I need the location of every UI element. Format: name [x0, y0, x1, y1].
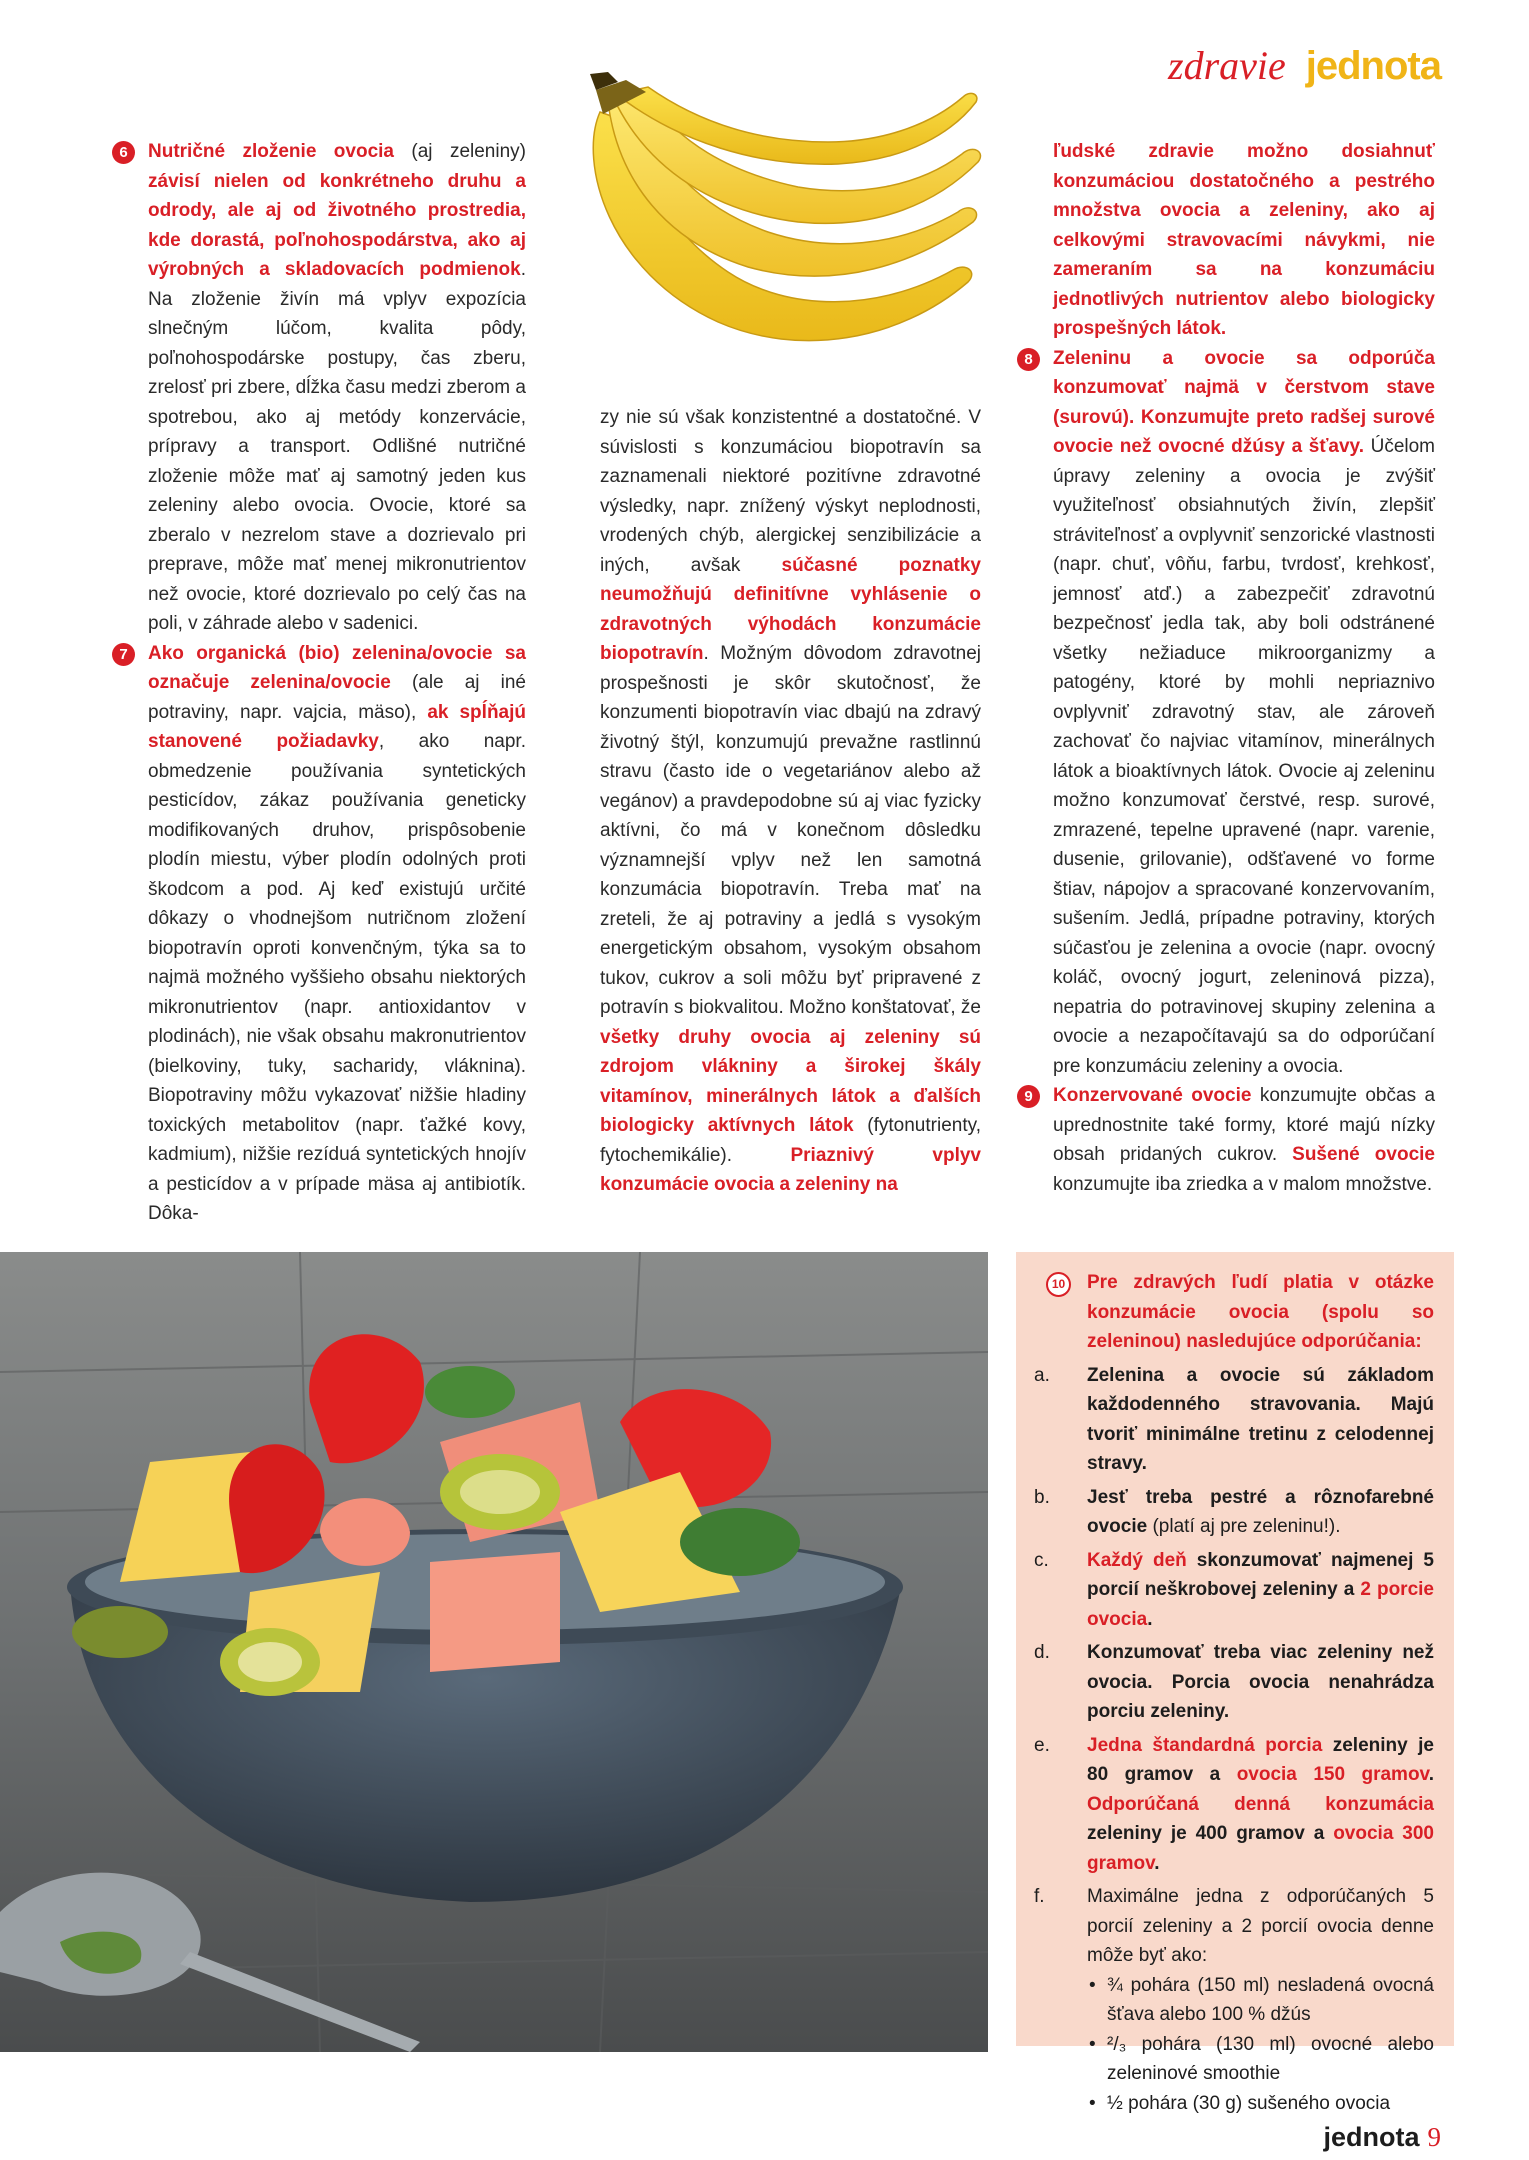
body-text: . Na zloženie živín má vplyv expozícia slnečným lúčom, kvalita pôdy, poľnohospodárske postupy, čas zberu, zrelosť pri zbere, dĺžka času medzi zberom a spotrebou, ako aj metódy konzervácie, prípravy a transport. Odlišné nutričné zloženie môže mať aj samotný jeden kus zeleniny alebo ovocia. Ovocie, ktoré sa zberalo v nezrelom stave a dozrievalo pri preprave, môže mať menej mikronutrientov než ovocie, ktoré dozrievalo po celý čas na poli, v záhrade alebo v sadenici. — [148, 259, 526, 634]
box-heading — [1034, 1268, 1434, 1357]
footer-brand: jednota — [1323, 2122, 1420, 2152]
highlight-text: ak spĺňajú stanovené požiadavky — [148, 701, 526, 752]
body-text: (ale aj iné potraviny, napr. vajcia, mäso), — [148, 672, 526, 723]
highlight-text: ovocia 150 gramov — [1236, 1764, 1429, 1785]
recommendations-content — [1034, 1268, 1434, 2118]
recommendation-e — [1034, 1731, 1434, 1879]
highlight-text: závisí nielen od konkrétneho druhu a odrody, ale aj od životného prostredia, kde dorastá, poľnohospodárstva, ako aj výrobných a skladovacích podmienok — [148, 170, 526, 280]
body-text: (aj zeleniny) — [394, 141, 526, 162]
recommendation-f — [1034, 1882, 1434, 2118]
item-label: e. — [1034, 1734, 1050, 1756]
list-item: • ¾ pohára (150 ml) nesladená ovocná šťava alebo 100 % džús — [1087, 1971, 1434, 2030]
item-text: 80 gramov — [1087, 1764, 1194, 1785]
column-2 — [600, 403, 981, 1200]
item-text: Konzumovať treba viac zeleniny než ovocia. Porcia ovocia nenahrádza porciu zeleniny. — [1087, 1642, 1434, 1722]
item-label: a. — [1034, 1364, 1050, 1386]
item-text: 400 gramov — [1195, 1823, 1305, 1844]
recommendations-box — [1016, 1252, 1454, 2114]
paragraph-8 — [1024, 344, 1436, 1082]
recommendation-d — [1034, 1638, 1434, 1727]
column-3 — [1024, 137, 1436, 1199]
fruit-bowl-image — [0, 1252, 988, 2052]
highlight-text: Odporúčaná denná konzumácia — [1087, 1793, 1434, 1815]
highlight-text: Konzervované ovocie — [1053, 1085, 1252, 1106]
highlight-text: Priaznivý vplyv konzumácie ovocia a zeleniny na — [600, 1144, 981, 1195]
page-footer — [1323, 2122, 1441, 2153]
number-badge-10: 10 — [1046, 1272, 1071, 1297]
item-text: zeleniny je — [1087, 1823, 1196, 1844]
body-text: zy nie sú však konzistentné a dostatočné. V súvislosti s konzumáciou biopotravín sa zaznamenali niektoré pozitívne zdravotné výsledky, napr. znížený výskyt neplodnosti, vrodených chýb, alergickej senzibilizácie a iných, avšak — [600, 407, 981, 576]
highlight-text: Každý deň — [1087, 1549, 1187, 1571]
body-text: konzumujte občas a uprednostnite také formy, ktoré majú nízky obsah pridaných cukrov. — [1053, 1085, 1436, 1165]
highlight-text: Ako organická (bio) zelenina/ovocie sa označuje zelenina/ovocie — [148, 642, 526, 693]
item-text: Jesť treba pestré a rôznofarebné ovocie — [1087, 1486, 1434, 1537]
highlight-text: súčasné poznatky neumožňujú definitívne vyhlásenie o zdravotných výhodách konzumácie biopotravín — [600, 554, 982, 664]
list-item: • ½ pohára (30 g) sušeného ovocia — [1087, 2089, 1434, 2119]
portion-list — [1087, 1971, 1434, 2119]
highlight-text: ovocia 300 gramov — [1087, 1823, 1434, 1874]
item-text: Maximálne jedna z odporúčaných 5 porcií zeleniny a 2 porcií ovocia denne môže byť ako: — [1087, 1886, 1434, 1966]
section-title: zdravie — [1168, 43, 1286, 88]
item-label: d. — [1034, 1642, 1050, 1663]
highlight-text: Nutričné zloženie ovocia — [148, 141, 394, 162]
highlight-text: Zeleninu a ovocie sa odporúča konzumovať najmä v čerstvom stave (surovú). Konzumujte preto radšej surové ovocie než ovocné džúsy a šťavy. — [1053, 347, 1435, 457]
body-text: . Možným dôvodom zdravotnej prospešnosti je skôr skutočnosť, že konzumenti biopotravín viac dbajú na zdravý životný štýl, konzumujú prevažne rastlinnú stravu (často ide o vegetariánov alebo až vegánov) a pravdepodobne sú aj viac fyzicky aktívni, čo má v konečnom dôsledku významnejší vplyv než len samotná konzumácia biopotravín. Treba mať na zreteli, že aj potraviny a jedlá s vysokým energetickým obsahom, vysokým obsahom tukov, cukrov a soli môžu byť pripravené z potravín s biokvalitou. Možno konštatovať, že — [600, 643, 981, 1018]
item-label: f. — [1034, 1886, 1045, 1907]
list-item: • ²/₃ pohára (130 ml) ovocné alebo zeleninové smoothie — [1087, 2030, 1434, 2089]
item-text: (platí aj pre zeleninu!). — [1147, 1516, 1341, 1537]
number-badge-8: 8 — [1017, 348, 1040, 371]
recommendation-a — [1034, 1361, 1434, 1479]
column-1 — [119, 137, 526, 1229]
highlight-text: Sušené ovocie — [1292, 1144, 1435, 1165]
item-text: . — [1428, 1764, 1434, 1785]
recommendation-c — [1034, 1546, 1434, 1635]
recommendation-b — [1034, 1483, 1434, 1542]
number-badge-7: 7 — [112, 643, 135, 666]
paragraph-6 — [119, 137, 526, 639]
item-text: zeleniny je — [1322, 1734, 1434, 1756]
box-heading-text: Pre zdravých ľudí platia v otázke konzumácie ovocia (spolu so zeleninou) nasledujúce odporúčania: — [1087, 1272, 1434, 1352]
highlight-text: 2 porcie ovocia — [1087, 1579, 1434, 1630]
item-label: c. — [1034, 1549, 1049, 1571]
item-text: . — [1147, 1608, 1153, 1630]
body-text: konzumujte iba zriedka a v malom množstve. — [1053, 1173, 1433, 1195]
item-text: skonzumovať najmenej 5 porcií neškrobovej zeleniny a — [1087, 1549, 1434, 1600]
paragraph-continued — [1053, 137, 1435, 344]
highlight-text: všetky druhy ovocia aj zeleniny sú zdrojom vlákniny a širokej škály vitamínov, minerálnych látok a ďalších biologicky aktívnych látok — [600, 1026, 981, 1136]
body-text: (fytonutrienty, fytochemikálie). — [600, 1115, 981, 1166]
body-text: , ako napr. obmedzenie používania syntetických pesticídov, zákaz používania geneticky modifikovaných druhov, prispôsobenie plodín miestu, výber plodín odolných proti škodcom a pod. Aj keď existujú určité dôkazy o vhodnejšom nutričnom zložení biopotravín oproti konvenčným, týka sa to najmä možného vyššieho obsahu niektorých mikronutrientov (napr. antioxidantov v plodinách), nie však obsahu makronutrientov (bielkoviny, tuky, sacharidy, vláknina). Biopotraviny môžu vykazovať nižšie hladiny toxických metabolitov (napr. ťažké kovy, kadmium), nižšie rezíduá syntetických hnojív a pesticídov a v prípade mäsa aj antibiotík. Dôka- — [148, 731, 526, 1224]
item-label: b. — [1034, 1486, 1050, 1508]
page-header — [1168, 43, 1441, 88]
item-text: . — [1154, 1852, 1160, 1874]
banana-image — [568, 72, 988, 384]
number-badge-6: 6 — [112, 141, 135, 164]
item-text: a — [1193, 1764, 1237, 1785]
item-text: a — [1304, 1823, 1334, 1844]
highlight-text: ľudské zdravie možno dosiahnuť konzumáciou dostatočného a pestrého množstva ovocia a zeleniny, ako aj celkovými stravovacími návykmi, nie zameraním sa na konzumáciu jednotlivých nutrientov alebo biologicky prospešných látok. — [1053, 141, 1435, 339]
brand-logo: jednota — [1305, 44, 1441, 88]
item-text: Zelenina a ovocie sú základom každodenného stravovania. Majú tvoriť minimálne tretinu z celodennej stravy. — [1087, 1364, 1434, 1474]
body-text: Účelom úpravy zeleniny a ovocia je zvýšiť využiteľnosť obsiahnutých živín, zlepšiť stráviteľnosť a ovplyvniť senzorické vlastnosti (napr. chuť, vôňu, farbu, tvrdosť, krehkosť, jemnosť atď.) a zabezpečiť zdravotnú bezpečnosť jedla tak, aby boli odstránené všetky nežiaduce mikroorganizmy a patogény, ktoré by mohli nepriaznivo ovplyvniť zdravotný stav, ale zároveň zachovať čo najviac vitamínov, minerálnych látok a bioaktívnych látok. Ovocie aj zeleninu možno konzumovať čerstvé, resp. surové, zmrazené, tepelne upravené (napr. varenie, dusenie, grilovanie), odšťavené vo forme štiav, nápojov a spracované konzervovaním, sušením. Jedlá, prípadne potraviny, ktorých súčasťou je zelenina a ovocie (napr. ovocný koláč, ovocný jogurt, zeleninová pizza), nepatria do potravinovej skupiny zelenina a ovocie a nezapočítavajú sa do odporúčaní pre konzumáciu zeleniny a ovocia. — [1053, 436, 1436, 1077]
number-badge-9: 9 — [1017, 1085, 1040, 1108]
paragraph-9 — [1024, 1081, 1436, 1199]
highlight-text: Jedna štandardná porcia — [1087, 1734, 1323, 1756]
page-number: 9 — [1427, 2122, 1441, 2152]
paragraph-7 — [119, 639, 526, 1229]
paragraph-continued — [600, 403, 981, 1200]
